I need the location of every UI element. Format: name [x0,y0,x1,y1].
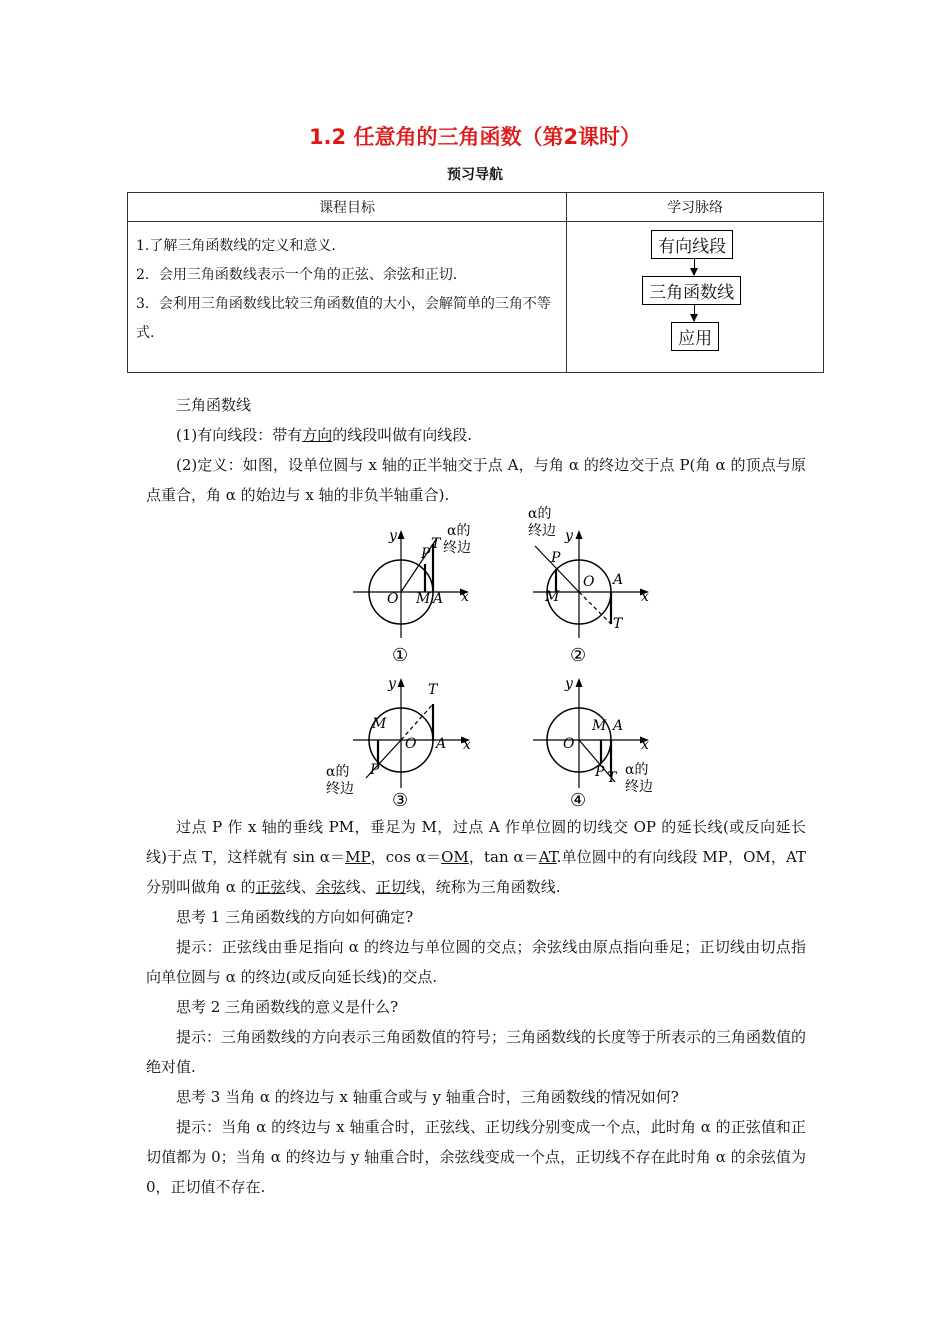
x-axis-label: x [641,737,649,753]
y-axis-label: y [565,676,573,692]
point-p-label: P [595,764,605,780]
figure-number: ② [570,645,587,666]
body-heading: 三角函数线 [176,396,252,414]
flow-box: 三角函数线 [642,276,741,305]
side-label: 终边 [625,779,653,795]
alpha-label: α的 [625,762,649,778]
point-m-label: M [592,718,607,734]
answer-3: 提示：当角 α 的终边与 x 轴重合时，正弦线、正切线分别变成一个点，此时角 α 的正弦值和正切值都为 0；当角 α 的终边与 y 轴重合时，余弦线变成一个点，正切线不存在此时角 α 的余弦值为 0，正切值不存在. [146,1118,806,1196]
answer-2: 提示：三角函数线的方向表示三角函数值的符号；三角函数线的长度等于所表示的三角函数值的绝对值. [146,1028,807,1076]
figure-2 [525,504,665,668]
question-3: 思考 3 当角 α 的终边与 x 轴重合或与 y 轴重合时，三角函数线的情况如何? [176,1088,679,1106]
flow-box: 应用 [671,322,719,351]
answer-1: 提示：正弦线由垂足指向 α 的终边与单位圆的交点；余弦线由原点指向垂足；正切线由切点指向单位圆与 α 的终边(或反向延长线)的交点. [146,938,806,986]
point-p-label: P [370,762,380,778]
point-m-label: M [416,591,431,607]
col-header-flow: 学习脉络 [567,193,824,222]
figure-1 [345,518,480,668]
preview-table [127,192,824,373]
goals-cell [128,222,567,373]
goal-item: 3．会利用三角函数线比较三角函数值的大小，会解简单的三角不等式. [136,296,551,341]
point-t-label: T [613,616,623,632]
body-text-top [146,390,806,510]
body-text-bottom [146,812,806,1202]
figure-number: ④ [570,790,587,810]
side-label: 终边 [528,523,556,539]
alpha-label: α的 [326,764,350,780]
point-t-label: T [431,536,441,552]
flow-box: 有向线段 [651,230,733,259]
point-a-label: A [436,736,447,752]
trig-lines-paragraph: 过点 P 作 x 轴的垂线 PM，垂足为 M，过点 A 作单位圆的切线交 OP 的延长线(或反向延长线)于点 T，这样就有 sin α＝MP，cos α＝OM，tan α＝AT.单位圆中的有向线段 MP，OM，AT 分别叫做角 α 的正弦线、余弦线、正切线，统称为三角函数线. [146,818,806,896]
y-axis-label: y [389,528,397,544]
point-m-label: M [545,589,560,605]
origin-label: O [387,591,399,607]
point-a-label: A [433,591,444,607]
point-a-label: A [613,718,624,734]
figure-number: ① [392,645,409,666]
point-t-label: T [428,682,438,698]
side-label: 终边 [443,540,471,556]
origin-label: O [405,736,417,752]
page-title: 1.2 任意角的三角函数（第2课时） [308,125,642,149]
goal-item: 2．会用三角函数线表示一个角的正弦、余弦和正切. [136,267,458,283]
y-axis-label: y [388,676,396,692]
definition-directed-segment: (1)有向线段：带有方向的线段叫做有向线段. [176,426,473,444]
question-2: 思考 2 三角函数线的意义是什么? [176,998,399,1016]
side-label: 终边 [326,781,354,797]
point-t-label: T [607,770,617,786]
flow-cell [567,222,824,373]
figure-4 [525,670,665,810]
origin-label: O [583,574,595,590]
x-axis-label: x [463,737,471,753]
x-axis-label: x [641,589,649,605]
alpha-label: α的 [447,523,471,539]
origin-label: O [563,736,575,752]
point-a-label: A [613,572,624,588]
point-m-label: M [372,716,387,732]
definition-paragraph: (2)定义：如图，设单位圆与 x 轴的正半轴交于点 A，与角 α 的终边交于点 P(角 α 的顶点与原点重合，角 α 的始边与 x 轴的非负半轴重合). [146,456,806,504]
point-p-label: P [421,546,431,562]
point-p-label: P [551,550,561,566]
goal-item: 1.了解三角函数线的定义和意义. [136,238,336,254]
flow-arrow [694,305,695,321]
flow-arrow [694,259,695,275]
section-heading: 预习导航 [447,167,503,183]
x-axis-label: x [461,589,469,605]
alpha-label: α的 [528,506,552,522]
figure-number: ③ [392,790,409,810]
figure-3 [318,670,480,810]
question-1: 思考 1 三角函数线的方向如何确定? [176,908,414,926]
y-axis-label: y [565,528,573,544]
col-header-goals: 课程目标 [128,193,567,222]
